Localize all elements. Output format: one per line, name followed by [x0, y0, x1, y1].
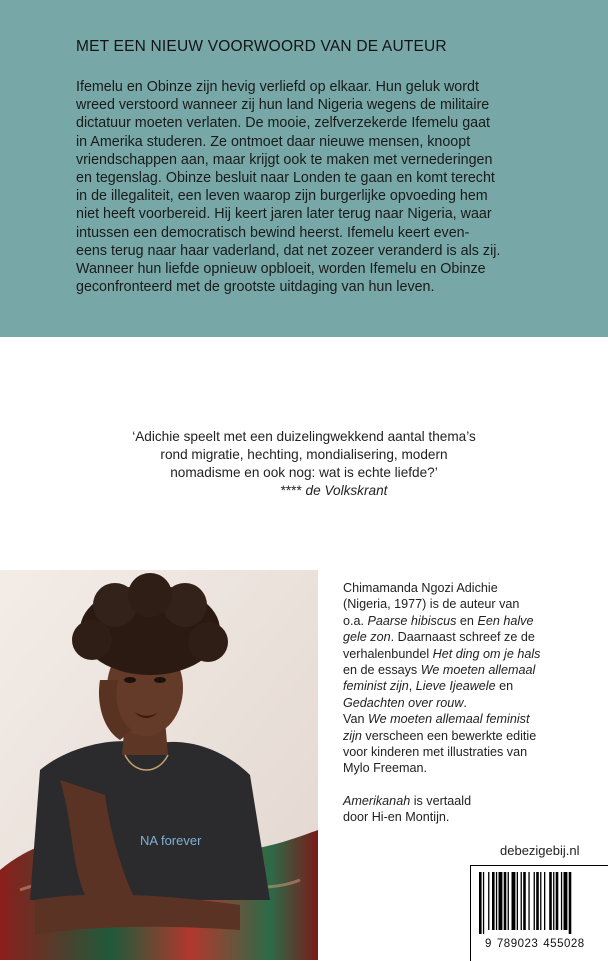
barcode-bar: [556, 872, 559, 930]
author-bio: [343, 580, 593, 826]
bio-line: o.a. Paarse hibiscus en Een halve: [343, 613, 534, 628]
barcode-bar: [504, 872, 507, 930]
translation-line: Amerikanah is vertaald: [343, 793, 472, 808]
synopsis-line: geconfronteerd met de grootste uitdaging van hun leven.: [76, 279, 435, 296]
barcode-bar: [521, 872, 522, 930]
barcode-bar: [549, 872, 552, 930]
barcode-bar: [564, 872, 568, 930]
synopsis-panel: [0, 0, 608, 337]
barcode-bar: [483, 872, 484, 934]
quote-line: ‘Adichie speelt met een duizelingwekkend aantal thema’s: [132, 429, 476, 444]
bio-line: feminist zijn, Lieve Ijeawele en: [343, 679, 514, 694]
synopsis-text: [76, 78, 556, 296]
bio-line: zijn verscheen een bewerkte editie: [343, 728, 537, 743]
barcode-bar: [523, 872, 526, 930]
barcode-bar: [569, 872, 572, 934]
barcode-bar: [499, 872, 503, 930]
barcode-bar: [528, 872, 529, 930]
synopsis-line: wreed verstoord wanneer zij hun land Nigeria wegens de militaire: [76, 97, 490, 114]
synopsis-line: Wanneer hun liefde opnieuw opbloeit, worden Ifemelu en Obinze: [76, 261, 486, 278]
barcode-bar: [479, 872, 482, 934]
synopsis-line: eens terug naar haar vaderland, dat net zozeer veranderd is als zij.: [76, 242, 501, 259]
isbn-number: 9 789023 455028: [485, 938, 585, 950]
bio-line: verhalenbundel Het ding om je hals: [343, 646, 541, 661]
preface-heading: MET EEN NIEUW VOORWOORD VAN DE AUTEUR: [76, 38, 447, 55]
barcode-bar: [534, 872, 535, 930]
barcode-bars: [477, 872, 603, 934]
barcode-bar: [544, 872, 545, 930]
synopsis-line: vriendschappen aan, maar krijgt ook te maken met vernederingen: [76, 151, 493, 168]
bio-line: Chimamanda Ngozi Adichie: [343, 581, 498, 595]
synopsis-line: en tegenslag. Obinze besluit naar Londen te gaan en komt terecht: [76, 170, 495, 187]
synopsis-line: in de illegaliteit, een leven waarop zijn burgerlijke opvoeding hem: [76, 188, 488, 205]
bio-line: en de essays We moeten allemaal: [343, 663, 536, 678]
barcode-bar: [536, 872, 539, 930]
quote-line: nomadisme en ook nog: wat is echte liefde?’: [170, 465, 438, 480]
bio-line: (Nigeria, 1977) is de auteur van: [343, 597, 520, 612]
review-quote: [0, 428, 608, 500]
bio-line: gele zon. Daarnaast schreef ze de: [343, 630, 535, 645]
bio-line: voor kinderen met illustraties van: [343, 745, 528, 760]
quote-publication: de Volkskrant: [305, 483, 388, 498]
bio-line: Gedachten over rouw.: [343, 695, 467, 710]
synopsis-line: dictatuur moeten verlaten. De mooie, zelfverzekerde Ifemelu gaat: [76, 115, 491, 132]
bio-line: Mylo Freeman.: [343, 761, 427, 776]
barcode-bar: [508, 872, 509, 930]
barcode-bar: [512, 872, 516, 930]
barcode-bar: [517, 872, 518, 930]
isbn-barcode: [470, 865, 608, 961]
quote-rating: ****: [280, 483, 302, 498]
quote-line: rond migratie, hechting, mondialisering, modern: [160, 447, 448, 462]
barcode-bar: [496, 872, 497, 930]
shirt-print-text: NA forever: [140, 833, 202, 848]
translation-line: door Hi-en Montijn.: [343, 810, 450, 825]
bio-line: Van We moeten allemaal feminist: [343, 712, 530, 727]
synopsis-line: niet heeft voorbereid. Hij keert jaren later terug naar Nigeria, waar: [76, 206, 492, 223]
barcode-bar: [492, 872, 495, 930]
author-photo: [0, 570, 318, 960]
barcode-bar: [488, 872, 489, 930]
publisher-url[interactable]: debezigebij.nl: [500, 843, 580, 858]
synopsis-line: intussen een democratisch bewind heerst. Ifemelu keert even-: [76, 224, 470, 241]
barcode-bar: [540, 872, 541, 930]
barcode-bar: [561, 872, 562, 930]
barcode-bar: [553, 872, 554, 930]
quote-source: [0, 482, 608, 500]
synopsis-line: in Amerika studeren. Ze ontmoet daar nieuwe mensen, knoopt: [76, 133, 471, 150]
synopsis-line: Ifemelu en Obinze zijn hevig verliefd op elkaar. Hun geluk wordt: [76, 79, 479, 95]
